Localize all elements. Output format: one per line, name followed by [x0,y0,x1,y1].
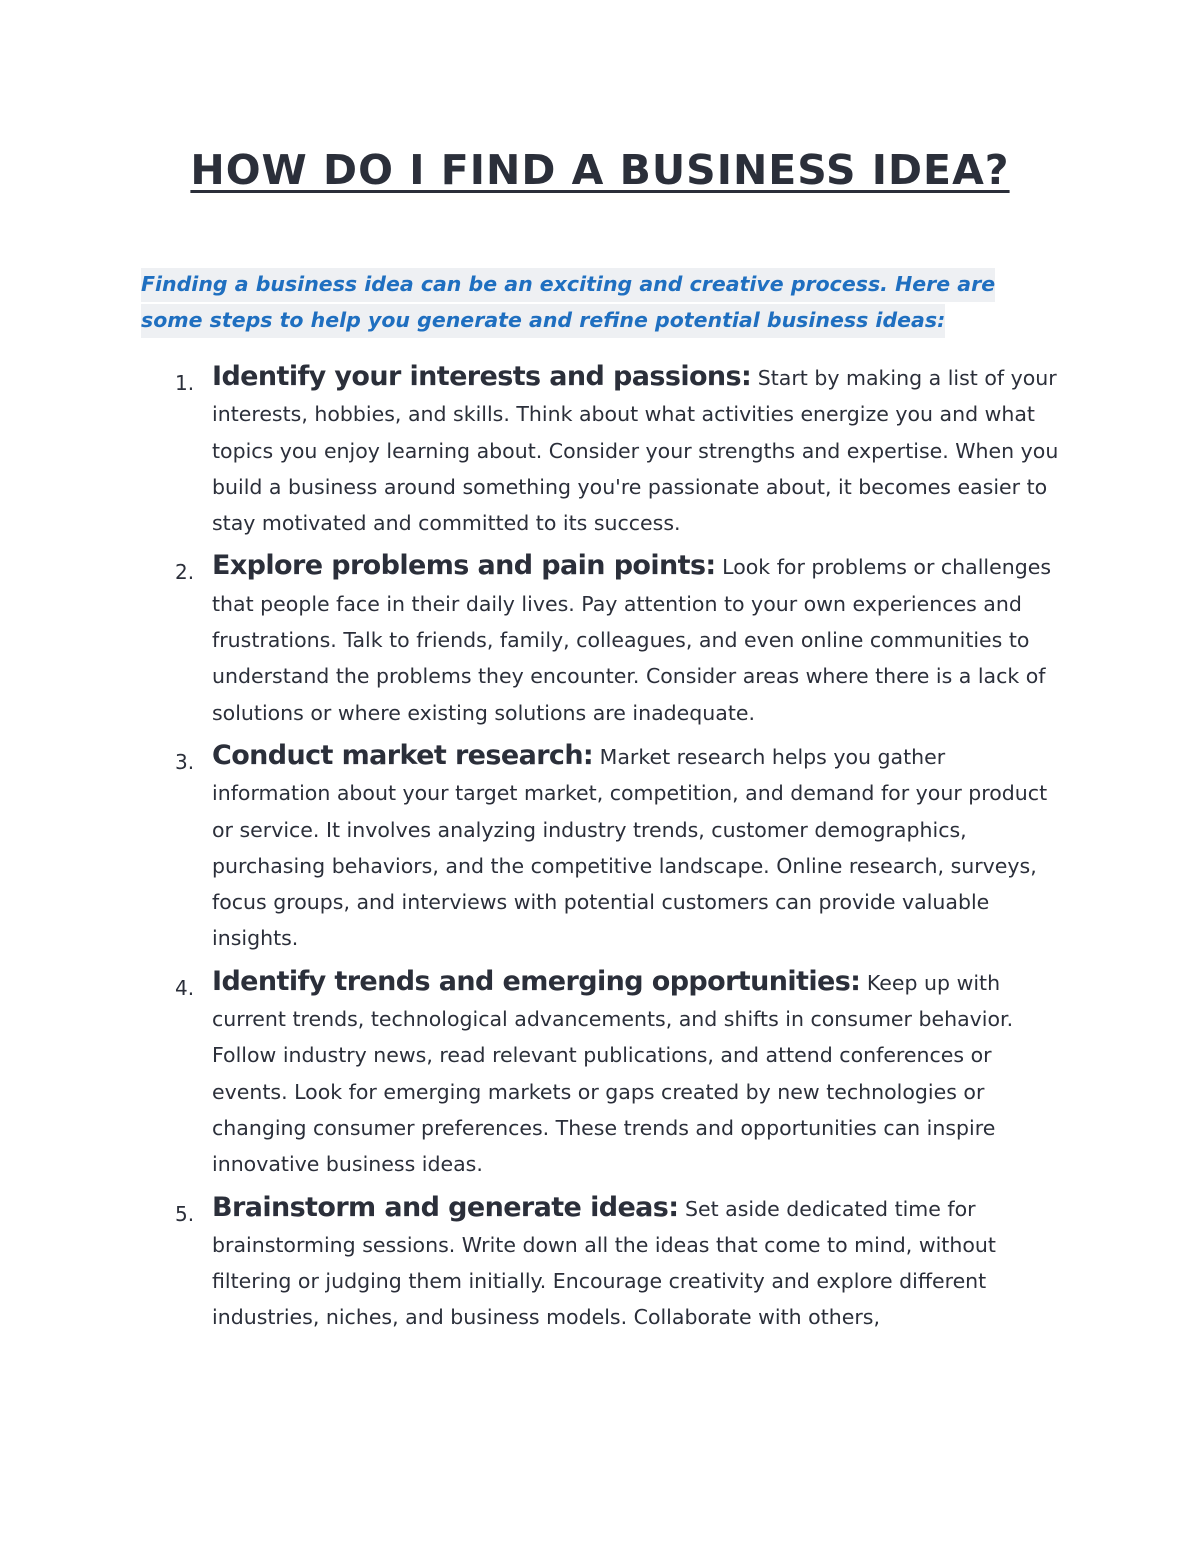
list-item [0,964,1200,1183]
step-title: Brainstorm and generate ideas: [212,1191,679,1223]
list-item [0,548,1200,730]
step-body [212,548,1062,730]
step-body [212,738,1062,957]
step-number: 3. [175,749,195,774]
step-text: Market research helps you gather information about your target market, competition, and demand for your product or service. It involves analyzing industry trends, customer demographics, purchasing behaviors, and the competitive landscape. Online research, surveys, focus groups, and interviews with potential customers can provide valuable insights. [212,744,1048,951]
step-number: 2. [175,560,195,585]
intro-paragraph [141,266,1041,338]
document-title-text: HOW DO I FIND A BUSINESS IDEA? [190,146,1010,194]
step-text: Keep up with current trends, technological advancements, and shifts in consumer behavior. Follow industry news, read relevant publications, and attend conferences or events. Look for emerging markets or gaps created by new technologies or changing consumer preferences. These trends and opportunities can inspire innovative business ideas. [212,970,1014,1177]
list-item [0,359,1200,541]
step-title: Explore problems and pain points: [212,550,716,582]
document-title [0,140,1200,200]
intro-text: Finding a business idea can be an exciting and creative process. Here are some steps to help you generate and refine potential business ideas: [141,268,995,338]
step-text: Look for problems or challenges that people face in their daily lives. Pay attention to your own experiences and frustrations. Talk to friends, family, colleagues, and even online communities to understand the problems they encounter. Consider areas where there is a lack of solutions or where existing solutions are inadequate. [212,555,1052,725]
step-body [212,1190,1062,1336]
step-number: 4. [175,975,195,1000]
step-title: Identify your interests and passions: [212,361,752,392]
step-body [212,964,1062,1183]
step-title: Conduct market research: [212,739,594,771]
list-item [0,738,1200,957]
step-body [212,359,1062,541]
step-text: Set aside dedicated time for brainstorming sessions. Write down all the ideas that come to mind, without filtering or judging them initially. Encourage creativity and explore different industries, niches, and business models. Collaborate with others, [212,1196,996,1330]
step-number: 5. [175,1201,195,1226]
step-title: Identify trends and emerging opportunities: [212,965,861,997]
steps-list [0,359,1200,1343]
step-text: Start by making a list of your interests, hobbies, and skills. Think about what activities energize you and what topics you enjoy learning about. Consider your strengths and expertise. When you build a business around something you're passionate about, it becomes easier to stay motivated and committed to its success. [212,366,1059,536]
step-number: 1. [175,371,195,395]
list-item [0,1190,1200,1336]
